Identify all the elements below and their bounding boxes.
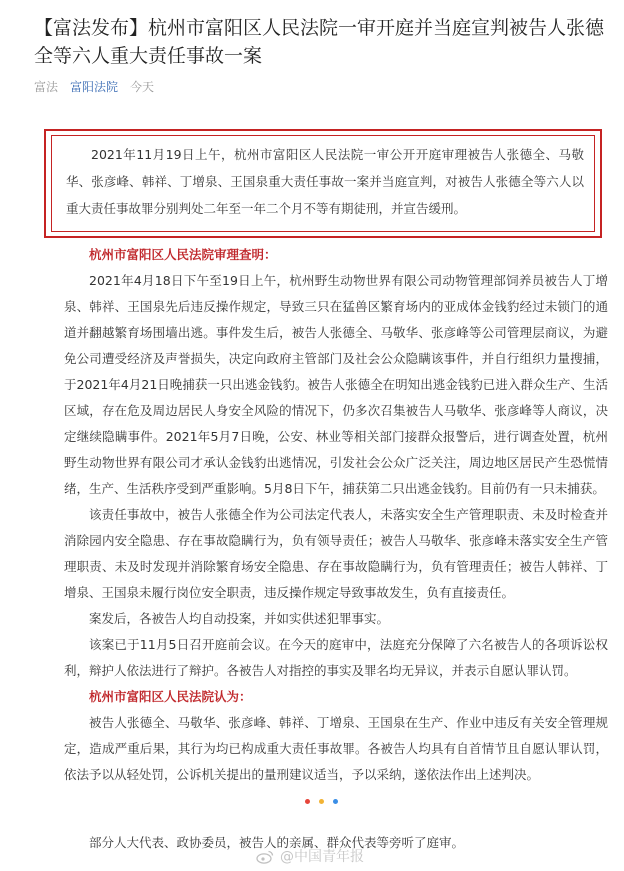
watermark-text: @中国青年报 [280, 849, 364, 865]
article-meta [34, 78, 154, 95]
publish-date: 今天 [130, 80, 155, 94]
article-source: 富法 [34, 80, 59, 94]
summary-box [44, 129, 602, 238]
watermark [256, 846, 364, 866]
divider-dot-blue [333, 799, 338, 804]
section-heading-opinion: 杭州市富阳区人民法院认为： [89, 689, 252, 704]
divider-dot-yellow [319, 799, 324, 804]
paragraph-surrender: 案发后，各被告人均自动投案，并如实供述犯罪事实。 [89, 611, 390, 626]
article-title: 【富法发布】杭州市富阳区人民法院一审开庭并当庭宣判被告人张德全等六人重大责任事故一案 [34, 17, 605, 67]
account-link[interactable]: 富阳法院 [70, 80, 119, 94]
summary-text: 2021年11月19日上午，杭州市富阳区人民法院一审公开开庭审理被告人张德全、马敬华、张彦峰、韩祥、丁增泉、王国泉重大责任事故一案并当庭宣判，对被告人张德全等六人以重大责任事故罪分别判处二年至一年二个月不等有期徒刑，并宣告缓刑。 [66, 147, 584, 216]
paragraph-trial: 该案已于11月5日召开庭前会议。在今天的庭审中，法庭充分保障了六名被告人的各项诉讼权利，辩护人依法进行了辩护。各被告人对指控的事实及罪名均无异议，并表示自愿认罪认罚。 [64, 637, 608, 678]
article-body [64, 242, 608, 788]
divider-dots [305, 799, 338, 804]
closing-paragraph: 部分人大代表、政协委员，被告人的亲属、群众代表等旁听了庭审。 [89, 835, 465, 850]
paragraph-responsibility: 该责任事故中，被告人张德全作为公司法定代表人，未落实安全生产管理职责、未及时检查并消除园内安全隐患、存在事故隐瞒行为，负有领导责任；被告人马敬华、张彦峰未落实安全生产管理职责、未及时发现并消除繁育场安全隐患、存在事故隐瞒行为，负有管理责任；被告人韩祥、丁增泉、王国泉未履行岗位安全职责，违反操作规定导致事故发生，负有直接责任。 [64, 507, 608, 600]
paragraph-verdict: 被告人张德全、马敬华、张彦峰、韩祥、丁增泉、王国泉在生产、作业中违反有关安全管理规定，造成严重后果，其行为均已构成重大责任事故罪。各被告人均具有自首情节且自愿认罪认罚，依法予以从轻处罚，公诉机关提出的量刑建议适当，予以采纳，遂依法作出上述判决。 [64, 715, 608, 782]
divider-dot-red [305, 799, 310, 804]
section-heading-findings: 杭州市富阳区人民法院审理查明： [89, 247, 277, 262]
weibo-icon [256, 849, 274, 864]
paragraph-facts: 2021年4月18日下午至19日上午，杭州野生动物世界有限公司动物管理部饲养员被告人丁增泉、韩祥、王国泉先后违反操作规定，导致三只在猛兽区繁育场内的亚成体金钱豹经过未锁门的通道并翻越繁育场围墙出逃。事件发生后，被告人张德全、马敬华、张彦峰等公司管理层商议，为避免公司遭受经济及声誉损失，决定向政府主管部门及社会公众隐瞒该事件，并自行组织力量搜捕，于2021年4月21日晚捕获一只出逃金钱豹。被告人张德全在明知出逃金钱豹已进入群众生产、生活区域，存在危及周边居民人身安全风险的情况下，仍多次召集被告人马敬华、张彦峰等人商议，决定继续隐瞒事件。2021年5月7日晚，公安、林业等相关部门接群众报警后，进行调查处置，杭州野生动物世界有限公司才承认金钱豹出逃情况，引发社会公众广泛关注，周边地区居民产生恐慌情绪，生产、生活秩序受到严重影响。5月8日下午，捕获第二只出逃金钱豹。目前仍有一只未捕获。 [64, 273, 608, 496]
